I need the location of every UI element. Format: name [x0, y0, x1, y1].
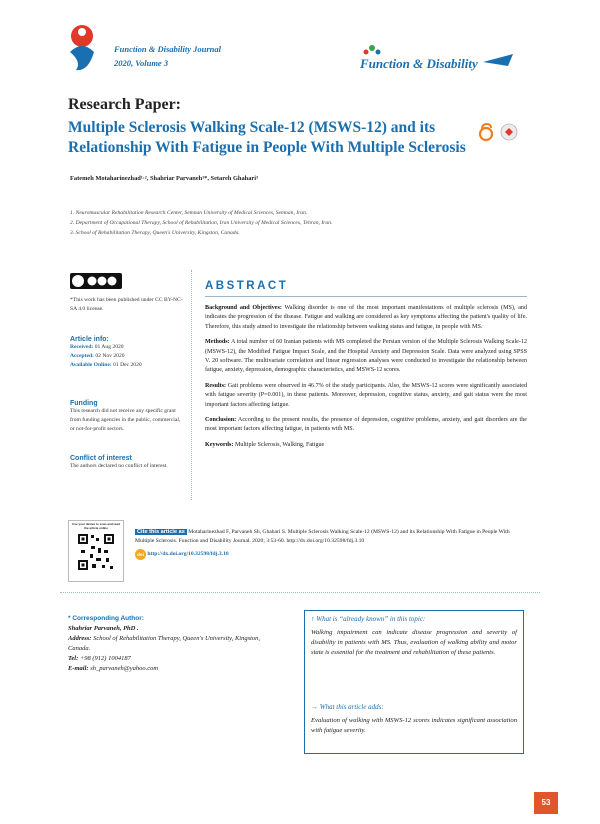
- logo-wordmark: Function & Disability: [360, 56, 478, 71]
- keywords-label: Keywords:: [205, 441, 234, 448]
- abstract-conclusion: [205, 416, 527, 435]
- adds-text: Evaluation of walking with MSWS-12 scores indicates significant association with fatigue severity.: [311, 717, 517, 734]
- qr-caption: Use your device to scan and read the article online: [72, 522, 120, 530]
- email-value[interactable]: sh_parvaneh@yahoo.com: [90, 665, 159, 672]
- received-row: [70, 343, 185, 352]
- highlights-box: [304, 610, 524, 754]
- arrow-up-icon: ↑: [311, 615, 315, 623]
- abstract-heading: ABSTRACT: [205, 280, 289, 292]
- background-label: Background and Objectives:: [205, 305, 282, 311]
- results-text: Gait problems were observed in 46.7% of the study participants. Also, the MSWS-12 scores were significantly associated with fatigue severity (P=0.001), in these patients. Moreover, depression, cognitive status, anxiety, and gait status were the most important factors affecting fatigue.: [205, 382, 528, 408]
- section-divider: [60, 592, 540, 593]
- conclusion-label: Conclusion:: [205, 417, 237, 424]
- abstract-keywords: [205, 441, 527, 450]
- abstract-results: [205, 382, 527, 410]
- funding-section: [70, 400, 185, 434]
- abstract-background: [205, 304, 527, 332]
- conflict-text: The authors declared no conflict of interest.: [70, 463, 168, 469]
- paper-title: Multiple Sclerosis Walking Scale-12 (MSWS-12) and its Relationship With Fatigue in People With Multiple Sclerosis: [68, 119, 466, 156]
- accepted-date: 02 Nov 2020: [95, 353, 125, 359]
- email-label: E-mail:: [68, 665, 89, 672]
- citation: [135, 528, 527, 560]
- cite-label: Cite this article as: [137, 529, 185, 535]
- received-date: 01 Aug 2020: [94, 344, 124, 350]
- cite-text: Motaharinezhad F, Parvaneh Sh, Ghahari S. Multiple Sclerosis Walking Scale-12 (MSWS-12) and its Relationship With Fatigue in People With Multiple Sclerosis. Function and Disability Journal. 2020; 3:53-60. http://dx.doi.org/10.32598/fdj.3.10: [135, 529, 510, 544]
- methods-label: Methods:: [205, 339, 230, 346]
- corresponding-heading: * Corresponding Author:: [68, 615, 144, 622]
- conclusion-text: According to the present results, the presence of depression, cognitive problems, anxiety, and gait disorders are the most important factors affecting fatigue, in patients with MS.: [205, 417, 527, 433]
- keywords-text: Multiple Sclerosis, Walking, Fatigue: [234, 441, 325, 448]
- page-number: 53: [534, 792, 558, 814]
- results-label: Results:: [205, 382, 226, 389]
- online-row: [70, 361, 185, 370]
- tel-row: [68, 654, 278, 664]
- badges: [478, 123, 522, 148]
- journal-volume: 2020, Volume 3: [114, 58, 169, 68]
- online-label: Available Online:: [70, 362, 112, 368]
- funding-heading: Funding: [70, 400, 98, 407]
- doi-icon: doi: [135, 549, 146, 560]
- adds-heading-row: [311, 703, 517, 711]
- address-row: [68, 634, 278, 654]
- affiliation-item: 1. Neuromuscular Rehabilitation Research Center, Semnan University of Medical Sciences, Semnan, Iran.: [70, 210, 308, 216]
- arrow-right-icon: →: [311, 703, 318, 711]
- known-text: Walking impairment can indicate disease progression and severity of disability in patients with MS. Thus, evaluation of walking ability and motor state is essential for the treatment and rehabilitation of these patients.: [311, 629, 517, 656]
- tel-label: Tel:: [68, 655, 79, 662]
- received-label: Received:: [70, 344, 94, 350]
- abstract-methods: [205, 338, 527, 376]
- methods-text: A total number of 60 Iranian patients with MS completed the Persian version of the Multiple Sclerosis Walking Scale-12 (MSWS-12), the Modified Fatigue Impact Scale, and the Hospital Anxiety and Depression Scale. Data were analyzed using SPSS V. 20 software. The multivariate correlation and linear regression analyses were conducted to investigate the relationship between fatigue, anxiety, depression, demographic characteristics, and MSWS-12 scores.: [205, 339, 528, 374]
- qr-code-icon[interactable]: [76, 532, 116, 572]
- abstract-body: [205, 304, 527, 456]
- affiliations: [70, 208, 332, 238]
- journal-title: Function & Disability Journal: [114, 44, 221, 54]
- conflict-heading: Conflict of interest: [70, 455, 132, 462]
- funding-text: This research did not receive any specific grant from funding agencies in the public, commercial, or not-for-profit sectors.: [70, 408, 181, 432]
- doi-row: [135, 549, 527, 560]
- affiliation-item: 3. School of Rehabilitation Therapy, Queen's University, Kingston, Canada.: [70, 230, 240, 236]
- article-info: [70, 336, 185, 370]
- license-text: *This work has been published under CC BY-NC-SA 4.0 license.: [70, 297, 183, 312]
- corresponding-author: [68, 614, 278, 674]
- cc-license-badge[interactable]: [70, 273, 122, 289]
- known-section: [311, 615, 517, 658]
- background-text: Walking disorder is one of the most important manifestations of multiple sclerosis (MS), and indicates the progression of the disease. Fatigue and walking are considered as key symptoms affecting the patient's quality of life. Therefore, this study aimed to investigate the relationship between walking status and fatigue, in people with MS.: [205, 305, 528, 330]
- open-access-icon: [480, 124, 492, 140]
- affiliation-item: 2. Department of Occupational Therapy, School of Rehabilitation, Iran University of Medical Sciences, Tehran, Iran.: [70, 220, 333, 226]
- corresponding-name: Shahriar Parvaneh, PhD .: [68, 625, 139, 632]
- accepted-row: [70, 352, 185, 361]
- function-disability-logo: [358, 38, 518, 78]
- crossmark-icon[interactable]: [501, 124, 517, 140]
- qr-code-box[interactable]: [68, 520, 124, 582]
- conflict-section: [70, 455, 185, 471]
- paper-type: Research Paper:: [68, 96, 181, 113]
- accepted-label: Accepted:: [70, 353, 94, 359]
- known-heading-row: [311, 615, 517, 623]
- column-divider: [191, 270, 192, 500]
- doi-link[interactable]: http://dx.doi.org/10.32598/fdj.3.10: [147, 551, 229, 557]
- article-info-heading: Article info:: [70, 336, 109, 343]
- email-row: [68, 664, 278, 674]
- address-text: School of Rehabilitation Therapy, Queen's University, Kingston, Canada.: [68, 635, 261, 652]
- abstract-rule: [205, 296, 527, 297]
- tel-value: +98 (912) 1004187: [79, 655, 131, 662]
- adds-heading: What this article adds:: [319, 703, 384, 711]
- adds-section: [311, 703, 517, 736]
- journal-name: [114, 42, 221, 70]
- author-list: Fatemeh Motaharinezhad¹·², Shahriar Parvaneh¹*, Setareh Ghahari³: [70, 175, 258, 182]
- online-date: 01 Dec 2020: [113, 362, 142, 368]
- journal-logo: [62, 22, 102, 74]
- known-heading: What is “already known” in this topic:: [316, 615, 426, 623]
- address-label: Address:: [68, 635, 92, 642]
